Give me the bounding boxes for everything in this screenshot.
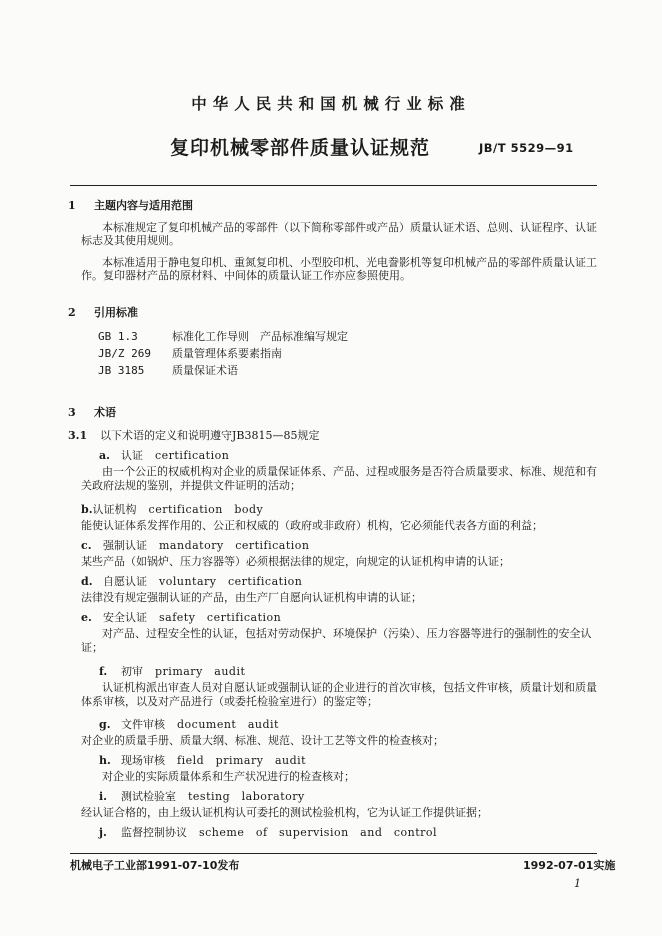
term-english: document audit bbox=[177, 718, 279, 731]
term-english: certification body bbox=[148, 503, 264, 516]
term-heading bbox=[99, 752, 306, 768]
term-letter: a. bbox=[99, 449, 110, 462]
standard-number: JB/T 5529—91 bbox=[479, 141, 574, 155]
document-title: 复印机械零部件质量认证规范 bbox=[170, 137, 431, 159]
term-definition: 认证机构派出审查人员对自愿认证或强制认证的企业进行的首次审核，包括文件审核，质量计划和质量体系审核，以及对产品进行（或委托检验室进行）的鉴定等； bbox=[81, 681, 597, 708]
term-chinese: 认证 bbox=[121, 449, 143, 462]
term-letter: i. bbox=[99, 790, 108, 803]
term-letter: d. bbox=[81, 575, 93, 588]
term-english: primary audit bbox=[155, 665, 246, 678]
section-number: 3 bbox=[68, 406, 76, 419]
issue-date: 机械电子工业部1991-07-10发布 bbox=[70, 859, 240, 872]
page-number: 1 bbox=[574, 877, 581, 890]
term-english: certification bbox=[155, 449, 230, 462]
clause-number: 3.1 bbox=[68, 429, 88, 442]
reference-code: GB 1.3 bbox=[98, 330, 138, 343]
term-heading bbox=[81, 537, 310, 553]
section-title: 引用标准 bbox=[94, 306, 138, 319]
issuing-org-line: 中华人民共和国机械行业标准 bbox=[191, 94, 471, 113]
term-chinese: 测试检验室 bbox=[121, 790, 176, 803]
term-definition: 对产品、过程安全性的认证，包括对劳动保护、环境保护（污染）、压力容器等进行的强制性的安全认证； bbox=[81, 627, 592, 654]
section-1-paragraph-2: 本标准适用于静电复印机、重氮复印机、小型胶印机、光电誊影机等复印机械产品的零部件质量认证工作。复印器材产品的原材料、中间体的质量认证工作亦应参照使用。 bbox=[81, 256, 597, 282]
clause-3-1 bbox=[68, 429, 319, 442]
footer-rule bbox=[70, 853, 597, 854]
term-heading bbox=[81, 501, 263, 517]
term-letter: b. bbox=[81, 503, 93, 516]
term-chinese: 自愿认证 bbox=[103, 575, 147, 588]
header-rule bbox=[70, 185, 597, 186]
term-english: mandatory certification bbox=[159, 539, 310, 552]
reference-name: 质量保证术语 bbox=[172, 364, 238, 377]
term-definition: 法律没有规定强制认证的产品，由生产厂自愿向认证机构申请的认证； bbox=[81, 591, 422, 604]
section-title: 主题内容与适用范围 bbox=[94, 199, 193, 212]
term-heading bbox=[81, 609, 281, 625]
reference-row bbox=[98, 362, 238, 378]
term-chinese: 初审 bbox=[121, 665, 143, 678]
term-heading bbox=[99, 447, 229, 463]
reference-code: JB 3185 bbox=[98, 364, 145, 377]
term-heading bbox=[99, 824, 437, 840]
reference-name: 标准化工作导则 产品标准编写规定 bbox=[172, 330, 348, 343]
term-heading bbox=[99, 663, 245, 679]
term-english: testing laboratory bbox=[188, 790, 305, 803]
section-number: 1 bbox=[68, 199, 76, 212]
reference-row bbox=[98, 345, 282, 361]
term-definition: 某些产品（如锅炉、压力容器等）必须根据法律的规定，向规定的认证机构申请的认证； bbox=[81, 555, 510, 568]
reference-name: 质量管理体系要素指南 bbox=[172, 347, 282, 360]
section-title: 术语 bbox=[94, 406, 116, 419]
term-letter: h. bbox=[99, 754, 111, 767]
term-english: voluntary certification bbox=[159, 575, 303, 588]
term-chinese: 强制认证 bbox=[103, 539, 147, 552]
term-definition: 对企业的实际质量体系和生产状况进行的检查核对； bbox=[102, 770, 355, 783]
term-letter: e. bbox=[81, 611, 92, 624]
term-english: field primary audit bbox=[177, 754, 307, 767]
section-3-heading bbox=[68, 404, 116, 420]
term-definition: 经认证合格的，由上级认证机构认可委托的测试检验机构，它为认证工作提供证据； bbox=[81, 806, 488, 819]
term-definition: 对企业的质量手册、质量大纲、标准、规范、设计工艺等文件的检查核对； bbox=[81, 734, 444, 747]
clause-text: 以下术语的定义和说明遵守JB3815—85规定 bbox=[100, 429, 320, 442]
section-2-heading bbox=[68, 304, 138, 320]
term-chinese: 安全认证 bbox=[103, 611, 147, 624]
term-letter: g. bbox=[99, 718, 111, 731]
term-letter: j. bbox=[99, 826, 107, 839]
term-heading bbox=[99, 716, 279, 732]
term-chinese: 监督控制协议 bbox=[121, 826, 187, 839]
section-1-heading bbox=[68, 197, 193, 213]
term-letter: f. bbox=[99, 665, 108, 678]
term-heading bbox=[99, 788, 305, 804]
term-english: safety certification bbox=[159, 611, 282, 624]
reference-row bbox=[98, 328, 348, 344]
term-chinese: 文件审核 bbox=[121, 718, 165, 731]
term-chinese: 认证机构 bbox=[92, 503, 137, 516]
term-heading bbox=[81, 573, 302, 589]
term-definition: 由一个公正的权威机构对企业的质量保证体系、产品、过程或服务是否符合质量要求、标准、规范和有关政府法规的鉴别，并提供文件证明的活动； bbox=[81, 465, 597, 492]
reference-code: JB/Z 269 bbox=[98, 347, 151, 360]
term-definition: 能使认证体系发挥作用的、公正和权威的（政府或非政府）机构，它必须能代表各方面的利益； bbox=[81, 519, 543, 532]
term-letter: c. bbox=[81, 539, 92, 552]
section-1-paragraph-1: 本标准规定了复印机械产品的零部件（以下简称零部件或产品）质量认证术语、总则、认证程序、认证标志及其使用规则。 bbox=[81, 221, 597, 247]
term-chinese: 现场审核 bbox=[121, 754, 165, 767]
effective-date: 1992-07-01实施 bbox=[523, 859, 616, 872]
section-number: 2 bbox=[68, 306, 76, 319]
term-english: scheme of supervision and control bbox=[199, 826, 438, 839]
